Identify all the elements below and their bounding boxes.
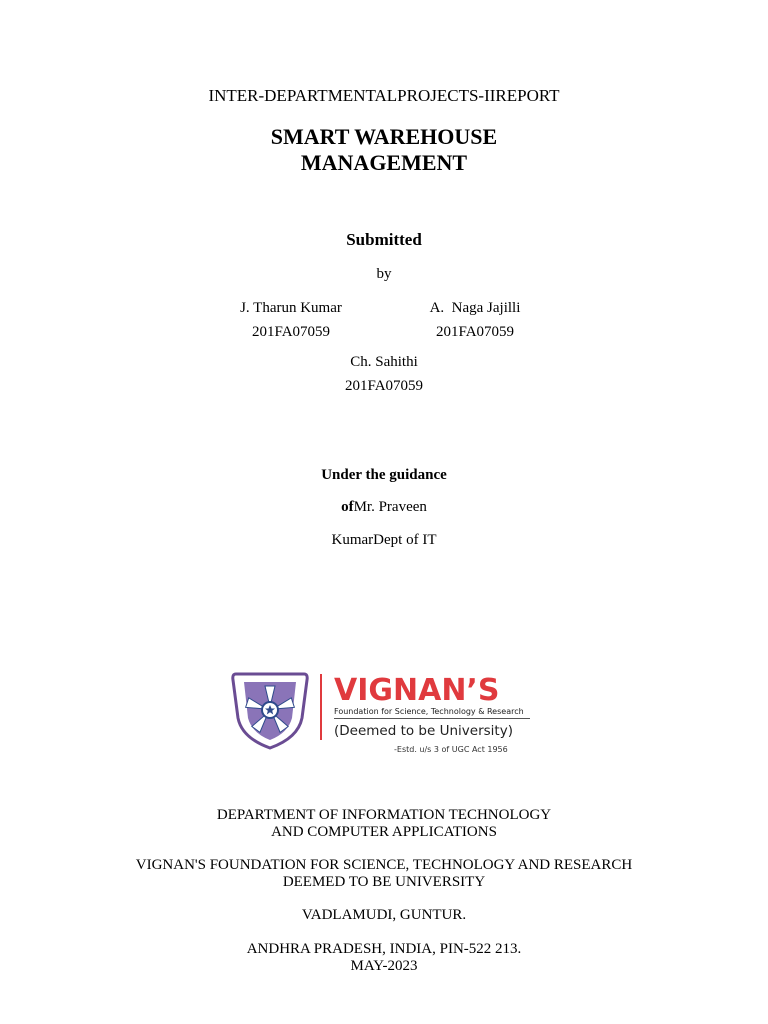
guide-line-2: KumarDept of IT — [331, 532, 437, 548]
guide-name: Mr. Praveen — [353, 499, 427, 515]
university-logo-graphic — [230, 668, 540, 760]
project-title — [0, 124, 768, 176]
student-3 — [0, 350, 768, 398]
student-id: 201FA07059 — [435, 324, 515, 340]
logo-divider — [320, 674, 322, 740]
report-type: INTER-DEPARTMENTALPROJECTS-IIREPORT — [208, 86, 560, 105]
student-1 — [218, 296, 364, 344]
university-line-1: VIGNAN'S FOUNDATION FOR SCIENCE, TECHNOLOGY AND RESEARCH — [135, 857, 633, 873]
university-line-2: DEEMED TO BE UNIVERSITY — [282, 874, 486, 890]
department-line-2: AND COMPUTER APPLICATIONS — [271, 824, 497, 840]
student-id: 201FA07059 — [344, 378, 424, 394]
logo-name: VIGNAN’S — [334, 673, 500, 708]
student-id: 201FA07059 — [251, 324, 331, 340]
logo-estd: -Estd. u/s 3 of UGC Act 1956 — [394, 745, 508, 754]
guide-of: of — [341, 499, 354, 515]
department — [0, 807, 768, 841]
logo-rule — [334, 718, 530, 719]
address-date — [0, 941, 768, 975]
logo-tagline: Foundation for Science, Technology & Research — [334, 707, 524, 716]
report-date: MAY-2023 — [350, 958, 418, 974]
by-label: by — [376, 266, 392, 282]
student-name: A. Naga Jajilli — [429, 300, 521, 316]
university — [0, 857, 768, 891]
student-2 — [398, 296, 552, 344]
guide-line-1 — [0, 499, 768, 516]
submitted-label: Submitted — [346, 230, 422, 249]
location: VADLAMUDI, GUNTUR. — [301, 907, 467, 923]
title-line-2: MANAGEMENT — [300, 150, 468, 175]
shield-emblem-icon — [233, 674, 307, 748]
university-logo — [230, 668, 540, 760]
department-line-1: DEPARTMENT OF INFORMATION TECHNOLOGY — [216, 807, 552, 823]
student-name: Ch. Sahithi — [350, 354, 418, 370]
student-name: J. Tharun Kumar — [240, 300, 342, 316]
state-line: ANDHRA PRADESH, INDIA, PIN-522 213. — [246, 941, 522, 957]
logo-deemed: (Deemed to be University) — [334, 723, 513, 739]
title-line-1: SMART WAREHOUSE — [270, 124, 498, 149]
guidance-label: Under the guidance — [321, 467, 447, 483]
